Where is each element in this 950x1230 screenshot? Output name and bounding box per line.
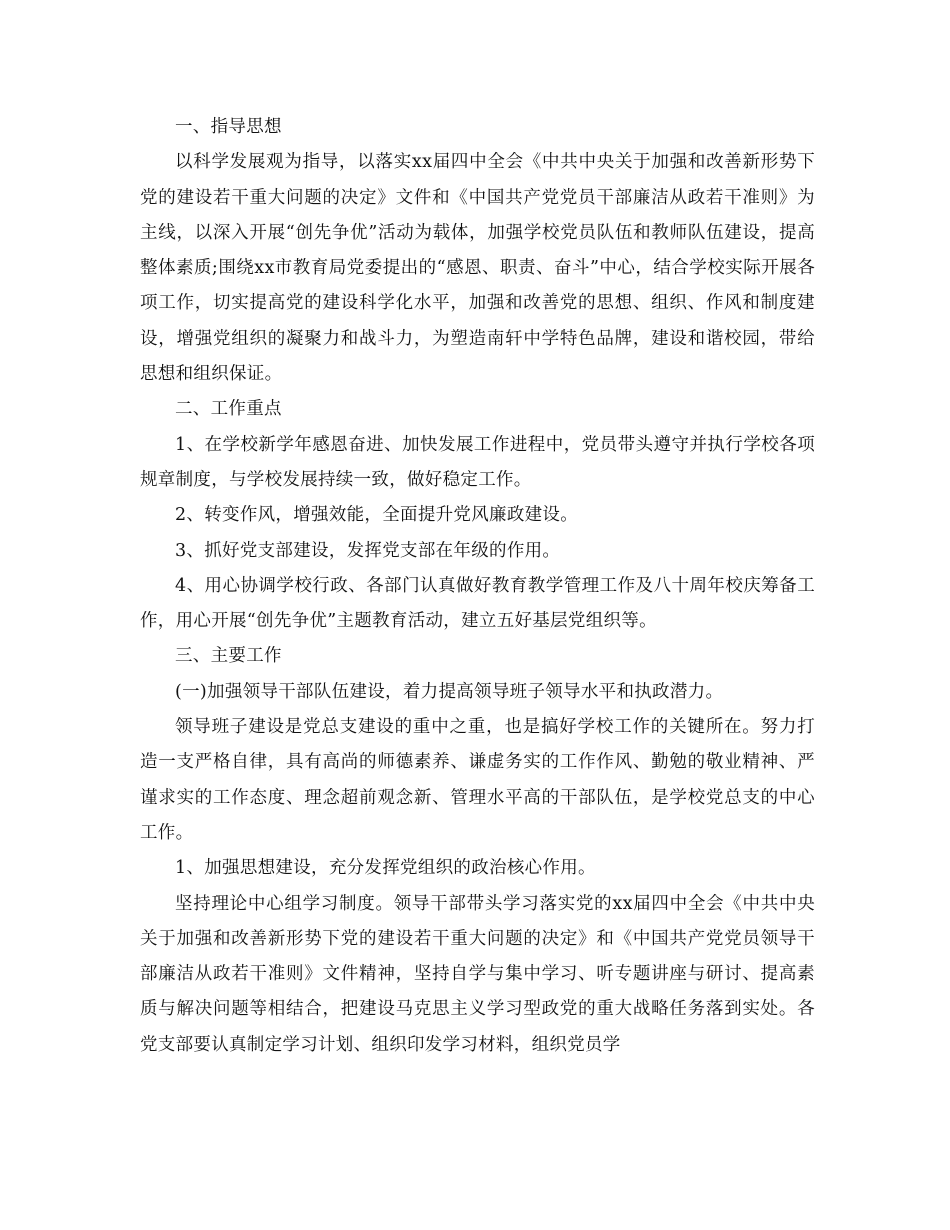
- heading-work-focus: 二、工作重点: [175, 399, 282, 420]
- paragraph-study-system: 坚持理论中心组学习制度。领导干部带头学习落实党的xx届四中全会《中共中央关于加强和改善新形势下党的建设若干重大问题的决定》和《中国共产党党员领导干部廉洁从政若干准则》文件精神，坚持自学与集中学习、听专题讲座与研讨、提高素质与解决问题等相结合，把建设马克思主义学习型政党的重大战略任务落到实处。各党支部要认真制定学习计划、组织印发学习材料，组织党员学: [140, 893, 815, 1055]
- heading-main-work: 三、主要工作: [175, 646, 282, 667]
- document-body: [140, 110, 815, 1063]
- list-item-focus-1: 1、在学校新学年感恩奋进、加快发展工作进程中，党员带头遵守并执行学校各项规章制度，与学校发展持续一致，做好稳定工作。: [140, 434, 815, 490]
- list-item-focus-4: 4、用心协调学校行政、各部门认真做好教育教学管理工作及八十周年校庆筹备工作，用心开展“创先争优”主题教育活动，建立五好基层党组织等。: [140, 575, 815, 632]
- list-item-focus-3: 3、抓好党支部建设，发挥党支部在年级的作用。: [175, 540, 561, 561]
- list-item-ideological-building: 1、加强思想建设，充分发挥党组织的政治核心作用。: [175, 858, 596, 879]
- list-item-focus-2: 2、转变作风，增强效能，全面提升党风廉政建设。: [175, 505, 579, 526]
- subheading-leadership: (一)加强领导干部队伍建设，着力提高领导班子领导水平和执政潜力。: [175, 681, 724, 702]
- paragraph-guiding-ideology: 以科学发展观为指导，以落实xx届四中全会《中共中央关于加强和改善新形势下党的建设若干重大问题的决定》文件和《中国共产党党员干部廉洁从政若干准则》为主线，以深入开展“创先争优”活动为载体，加强学校党员队伍和教师队伍建设，提高整体素质;围绕xx市教育局党委提出的“感恩、职责、奋斗”中心，结合学校实际开展各项工作，切实提高党的建设科学化水平，加强和改善党的思想、组织、作风和制度建设，增强党组织的凝聚力和战斗力，为塑造南轩中学特色品牌，建设和谐校园，带给思想和组织保证。: [140, 152, 815, 385]
- paragraph-leadership: 领导班子建设是党总支建设的重中之重，也是搞好学校工作的关键所在。努力打造一支严格自律，具有高尚的师德素养、谦虚务实的工作作风、勤勉的敬业精神、严谨求实的工作态度、理念超前观念新、管理水平高的干部队伍，是学校党总支的中心工作。: [140, 717, 815, 843]
- heading-guiding-ideology: 一、指导思想: [175, 117, 282, 137]
